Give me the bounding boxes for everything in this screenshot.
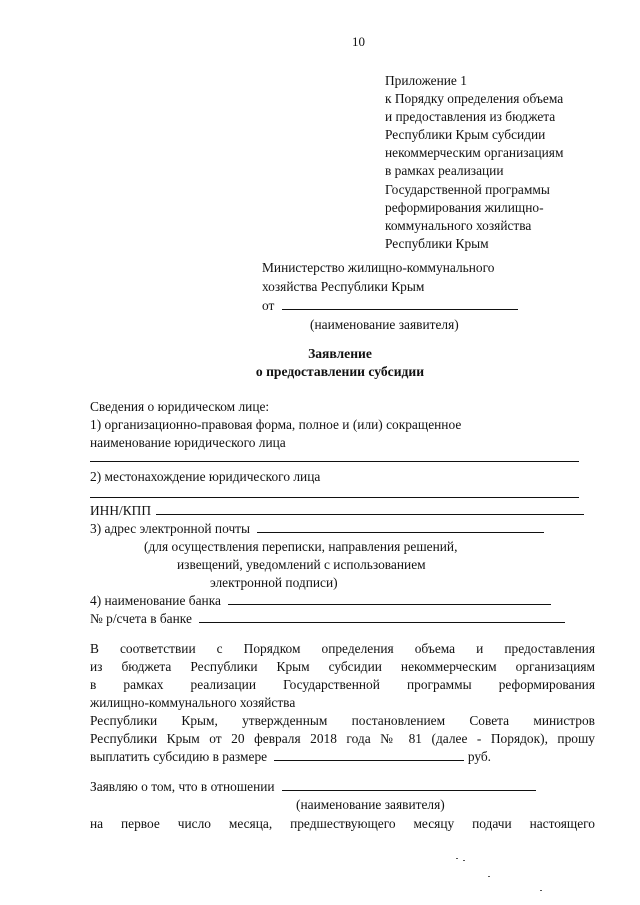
- appendix-line: коммунального хозяйства: [385, 217, 532, 233]
- body-line: Республики Крым, утвержденным постановлением Совета министров: [90, 713, 595, 728]
- applicant-name-field[interactable]: [282, 297, 518, 310]
- subsidy-amount-field[interactable]: [274, 748, 464, 761]
- scan-speck: [540, 890, 542, 891]
- addressee-line: Министерство жилищно-коммунального: [262, 260, 495, 275]
- appendix-line: Государственной программы: [385, 181, 550, 197]
- scan-speck: [456, 858, 458, 859]
- appendix-line: и предоставления из бюджета: [385, 109, 556, 125]
- document-subtitle: о предоставлении субсидии: [255, 364, 425, 379]
- body-line: Республики Крым от 20 февраля 2018 года № 81 (далее - Порядок), прошу: [90, 731, 595, 746]
- address-field[interactable]: [90, 497, 579, 498]
- subsidy-amount-label: выплатить субсидию в размере: [90, 749, 268, 764]
- appendix-line: в рамках реализации: [385, 163, 504, 179]
- appendix-line: Республики Крым: [385, 235, 489, 251]
- page-number: 10: [352, 34, 365, 49]
- body-line: из бюджета Республики Крым субсидии некоммерческим организациям: [90, 659, 595, 674]
- email-field[interactable]: [257, 520, 544, 533]
- appendix-header: [385, 72, 563, 253]
- body-line: в рамках реализации Государственной программы реформирования: [90, 677, 595, 692]
- body-line: жилищно-коммунального хозяйства: [90, 695, 296, 710]
- item1-label-cont: наименование юридического лица: [90, 435, 286, 450]
- applicant-caption: (наименование заявителя): [310, 317, 459, 332]
- item3-label: 3) адрес электронной почты: [90, 521, 251, 536]
- declare-applicant-field[interactable]: [282, 778, 536, 791]
- declare-label: Заявляю о том, что в отношении: [90, 779, 275, 794]
- legal-info-heading: Сведения о юридическом лице:: [90, 399, 270, 414]
- appendix-line: Приложение 1: [385, 73, 467, 88]
- appendix-line: к Порядку определения объема: [385, 91, 564, 107]
- item4-label: 4) наименование банка: [90, 593, 221, 608]
- email-note: (для осуществления переписки, направления решений,: [144, 539, 458, 554]
- scan-speck: [488, 876, 490, 877]
- item1-label: 1) организационно-правовая форма, полное и (или) сокращенное: [90, 417, 462, 432]
- currency-label: руб.: [467, 749, 492, 764]
- declare-caption: (наименование заявителя): [296, 797, 445, 812]
- from-label: от: [262, 298, 275, 313]
- appendix-line: Республики Крым субсидии: [385, 127, 546, 143]
- account-label: № р/счета в банке: [90, 611, 192, 626]
- legal-name-field[interactable]: [90, 461, 579, 462]
- account-field[interactable]: [199, 610, 565, 623]
- body-line: на первое число месяца, предшествующего месяцу подачи настоящего: [90, 816, 595, 831]
- inn-label: ИНН/КПП: [90, 503, 152, 518]
- scan-speck: [463, 860, 465, 861]
- email-note: извещений, уведомлений с использованием: [177, 557, 426, 572]
- addressee-block: [262, 258, 518, 334]
- document-title: Заявление: [308, 346, 372, 361]
- appendix-line: реформирования жилищно-: [385, 199, 544, 215]
- bank-name-field[interactable]: [228, 592, 551, 605]
- item2-label: 2) местонахождение юридического лица: [90, 469, 321, 484]
- body-line: В соответствии с Порядком определения объема и предоставления: [90, 641, 595, 656]
- addressee-line: хозяйства Республики Крым: [262, 279, 425, 294]
- email-note: электронной подписи): [210, 575, 338, 590]
- appendix-line: некоммерческим организациям: [385, 145, 564, 161]
- inn-field[interactable]: [156, 502, 584, 515]
